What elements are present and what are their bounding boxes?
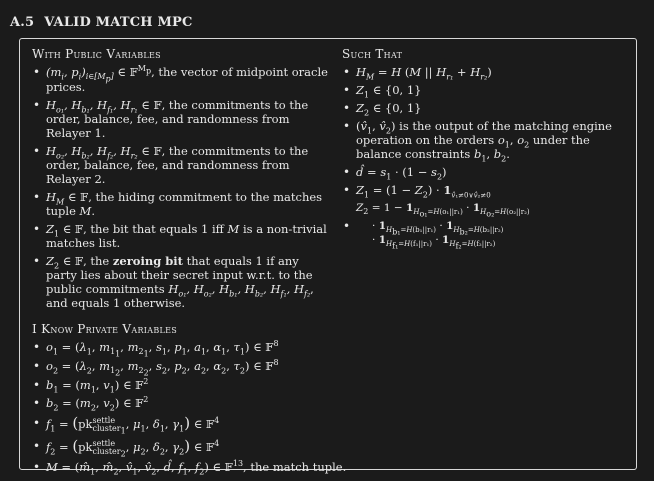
z2-constraint: $Z_2 = 1 - 1_{H_{o_1}=H(o_1||r_1)} \cdot 1_{H_{o_2}=H(o_2||r_2)}$: [356, 202, 530, 219]
list-item: • $b_1 = (m_1$, $v_1$) ∈ 𝔽$^2$: [32, 378, 332, 392]
list-item: • $f_1$ = (pksettle cluster$_1$, $\mu_1$, $\delta_1$, $\gamma_1$) ∈ 𝔽$^4$: [32, 416, 332, 433]
public-variables-title: With Public Variables: [32, 47, 161, 61]
list-item: • d̂ = $s_1 \cdot (1 - s_2)$: [342, 165, 632, 179]
list-item: • $Z_1 = (1 - Z_2) \cdot 1_{v̂_1\ne 0\vee v̂_2\ne 0}$: [342, 183, 632, 197]
right-column: [342, 47, 632, 251]
left-column: [32, 47, 347, 478]
z2-continuation-list: [342, 219, 632, 251]
list-item: • $M = (m̂_1$, $m̂_2$, $v̂_1$, $v̂_2$, d̂, $f_1$, $f_2$) ∈ 𝔽$^{13}$, the match tuple.: [32, 460, 332, 474]
list-item: • $H_{o_1}$, $H_{b_1}$, $H_{f_1}$, $H_{r_1}$ ∈ 𝔽, the commitments to the order, balance, fee, and randomness from Relayer 1.: [32, 98, 332, 140]
mpc-definition-box: [19, 38, 637, 476]
list-item: • $f_2$ = (pksettle cluster$_2$, $\mu_2$, $\delta_2$, $\gamma_2$) ∈ 𝔽$^4$: [32, 439, 332, 456]
list-item: • $Z_2$ ∈ 𝔽, the zeroing bit that equals 1 if any party lies about their secret input w.r.t. to the public commitments $H_{o_1}$, $H_{o_2}$, $H_{b_1}$, $H_{b_2}$, $H_{f_1}$, $H_{f_2}$, and equals 1 otherwise.: [32, 254, 332, 310]
list-item: • $o_2 = (\lambda_2$, $m_{1_2}$, $m_{2_2}$, $s_2$, $p_2$, $a_2$, $\alpha_2$, $\tau_2$) ∈ 𝔽$^8$: [32, 359, 332, 374]
section-heading: [10, 16, 193, 30]
public-variables-list: [32, 65, 332, 310]
section-title: VALID MATCH MPC: [44, 15, 193, 30]
list-item: • $Z_1$ ∈ {0, 1}: [342, 83, 632, 97]
list-item: • $Z_1$ ∈ 𝔽, the bit that equals 1 iff M is a non-trivial matches list.: [32, 222, 332, 250]
section-number: A.5: [10, 15, 35, 30]
list-item: • $Z_2$ ∈ {0, 1}: [342, 101, 632, 115]
such-that-title: Such That: [342, 47, 403, 61]
private-variables-list: [32, 339, 347, 476]
list-item: • ($m_i$, $p_i)_{i\in[M_p]}$ ∈ 𝔽$^{M_p}$, the vector of midpoint oracle prices.: [32, 65, 332, 94]
list-item: • $o_1 = (\lambda_1$, $m_{1_1}$, $m_{2_1}$, $s_1$, $p_1$, $a_1$, $\alpha_1$, $\tau_1$) ∈ 𝔽$^8$: [32, 340, 332, 355]
constraints-list: [342, 65, 632, 200]
list-item: • $H_M = H$ (M || $H_{r_1} + H_{r_2}$): [342, 65, 632, 79]
private-variables-title: I Know Private Variables: [32, 321, 178, 336]
list-item: • $H_M$ ∈ 𝔽, the hiding commitment to the matches tuple M.: [32, 190, 332, 218]
list-item: • $H_{o_2}$, $H_{b_2}$, $H_{f_2}$, $H_{r_2}$ ∈ 𝔽, the commitments to the order, balance, fee, and randomness from Relayer 2.: [32, 144, 332, 186]
list-item: • ($v̂_1$, $v̂_2$) is the output of the matching engine operation on the orders $o_1$, $o_2$ under the balance constraints $b_1$, $b_2$.: [342, 119, 632, 161]
list-item: • · $1_{H_{b_1}=H(b_1||r_1)} \cdot 1_{H_{b_2}=H(b_2||r_2)}$ · $1_{H_{f_1}=H(f_1||r_1)} \cdot 1_{H_{f_2}=H(f_2||r_2)}$: [342, 219, 632, 247]
list-item: • $b_2 = (m_2$, $v_2$) ∈ 𝔽$^2$: [32, 396, 332, 410]
